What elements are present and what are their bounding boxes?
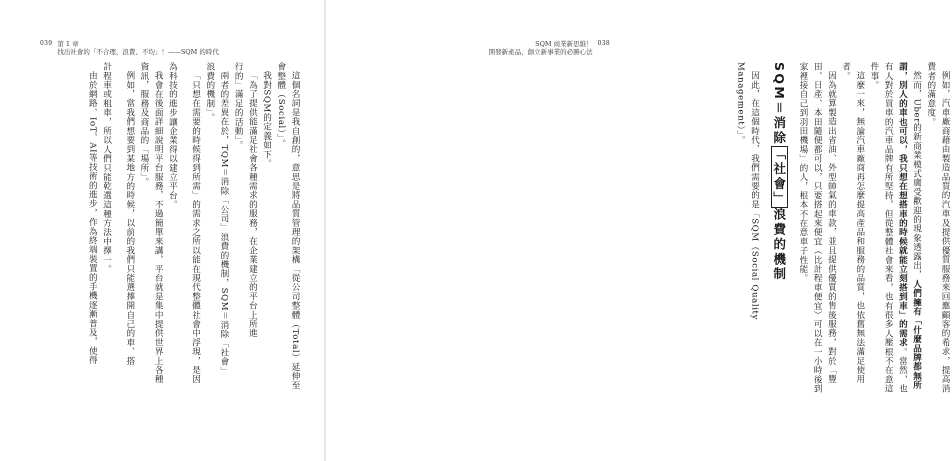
body-paragraph: 例如，當我們想要到某地方的時候，以前的我們只能選擇開自己的車、搭 [124,70,135,365]
body-text-run: 然而，Uber的新商業模式廣受歡迎的現象透露出， [911,70,922,279]
body-paragraph: 因為就算製造出省油、外型帥氣的車款，並且提供優質的售後服務，對於「豐田、日產、本田隨便都可以，只要搭起來便宜（比計程車便宜）可以在一小時後到家裡接自己到羽田機場」的人，根本不在意車子性能。 [797,62,837,394]
right-page-body [690,62,952,400]
heading-boxed-word: 「社會」 [771,146,787,207]
body-paragraph: 行的」滿足的活動」。 [233,62,244,150]
book-subtitle: 開發新產品、創立新事業的必勝心法 [488,48,593,56]
body-paragraph [867,62,924,400]
body-paragraph: 這麼一來，無論汽車廠商再怎麼提高產品和服務的品質，也依舊無法滿足使用者。 [840,62,865,384]
left-page [0,0,324,461]
body-paragraph: 我對SQM的定義如下。 [261,70,272,168]
right-page-number: 038 [597,40,610,47]
body-paragraph: 為科技的進步讓企業得以建立平台。 [167,62,178,210]
left-page-header [40,40,219,56]
right-page-header [489,40,610,56]
chapter-label: 第 1 章 [57,40,79,48]
body-paragraph: 因此，在這個時代，我們需要的是「SQM（Social Quality Management）」。 [735,62,760,320]
body-paragraph: 浪費的機制」。 [204,62,215,123]
heading-suffix: 浪費的機制 [771,207,787,283]
left-page-number: 039 [40,40,53,47]
right-page [326,0,950,461]
section-heading [772,62,786,400]
body-paragraph: 這個名詞是我自創的，意思是將品質管理的架構「從公司整體（Total）延伸至 [290,70,300,390]
chapter-title: 找出社會的「不合理、浪費、不均」！——SQM 的時代 [57,48,219,56]
body-paragraph: 會整體（Social）」。 [275,62,286,148]
body-paragraph: 「只想在需要的時候得到所需」的需求之所以能在現代整體社會中浮現，是因 [190,70,201,384]
body-paragraph: 例如，汽車廠商藉由製造品質的汽車及提供優質服務來回應顧客的希求，提高消費者的滿意度。 [925,62,950,393]
body-paragraph: 由於網路、IoT、AI等技術的進步，作為終端裝置的手機逐漸普及，使得 [87,70,98,365]
body-paragraph: 計程車或租車，所以人們只能乾選這種方法中擇一。 [101,62,112,274]
body-paragraph: 兩者的差異在於，TQM＝消除「公司」浪費的機制，SQM＝消除「社會」 [218,70,229,376]
book-title: SQM 商業新思維！ [535,40,593,48]
left-page-body [40,62,302,400]
heading-prefix: SQM＝消除 [771,62,787,146]
body-paragraph: 資訊，服務及商品的「場所」。 [138,62,149,187]
body-text-run: 。當然，也有人對於買車的汽車品牌有所堅持，但從整體社會來看，也有很多人壓根不在意這件事。 [868,62,908,394]
body-paragraph: 我會在後面詳細說明平台服務，不過簡單來講，平台就是集中提供世界上各種 [153,70,164,384]
emphasized-text: 人們擁有「什麼品牌都無所謂，別人的車也可以，我只想在想搭車的時候就能立刻搭到車」的需求 [897,62,922,390]
body-paragraph: 「為了提供能滿足社會各種需求的服務，在企業建立的平台上所進 [247,70,258,338]
